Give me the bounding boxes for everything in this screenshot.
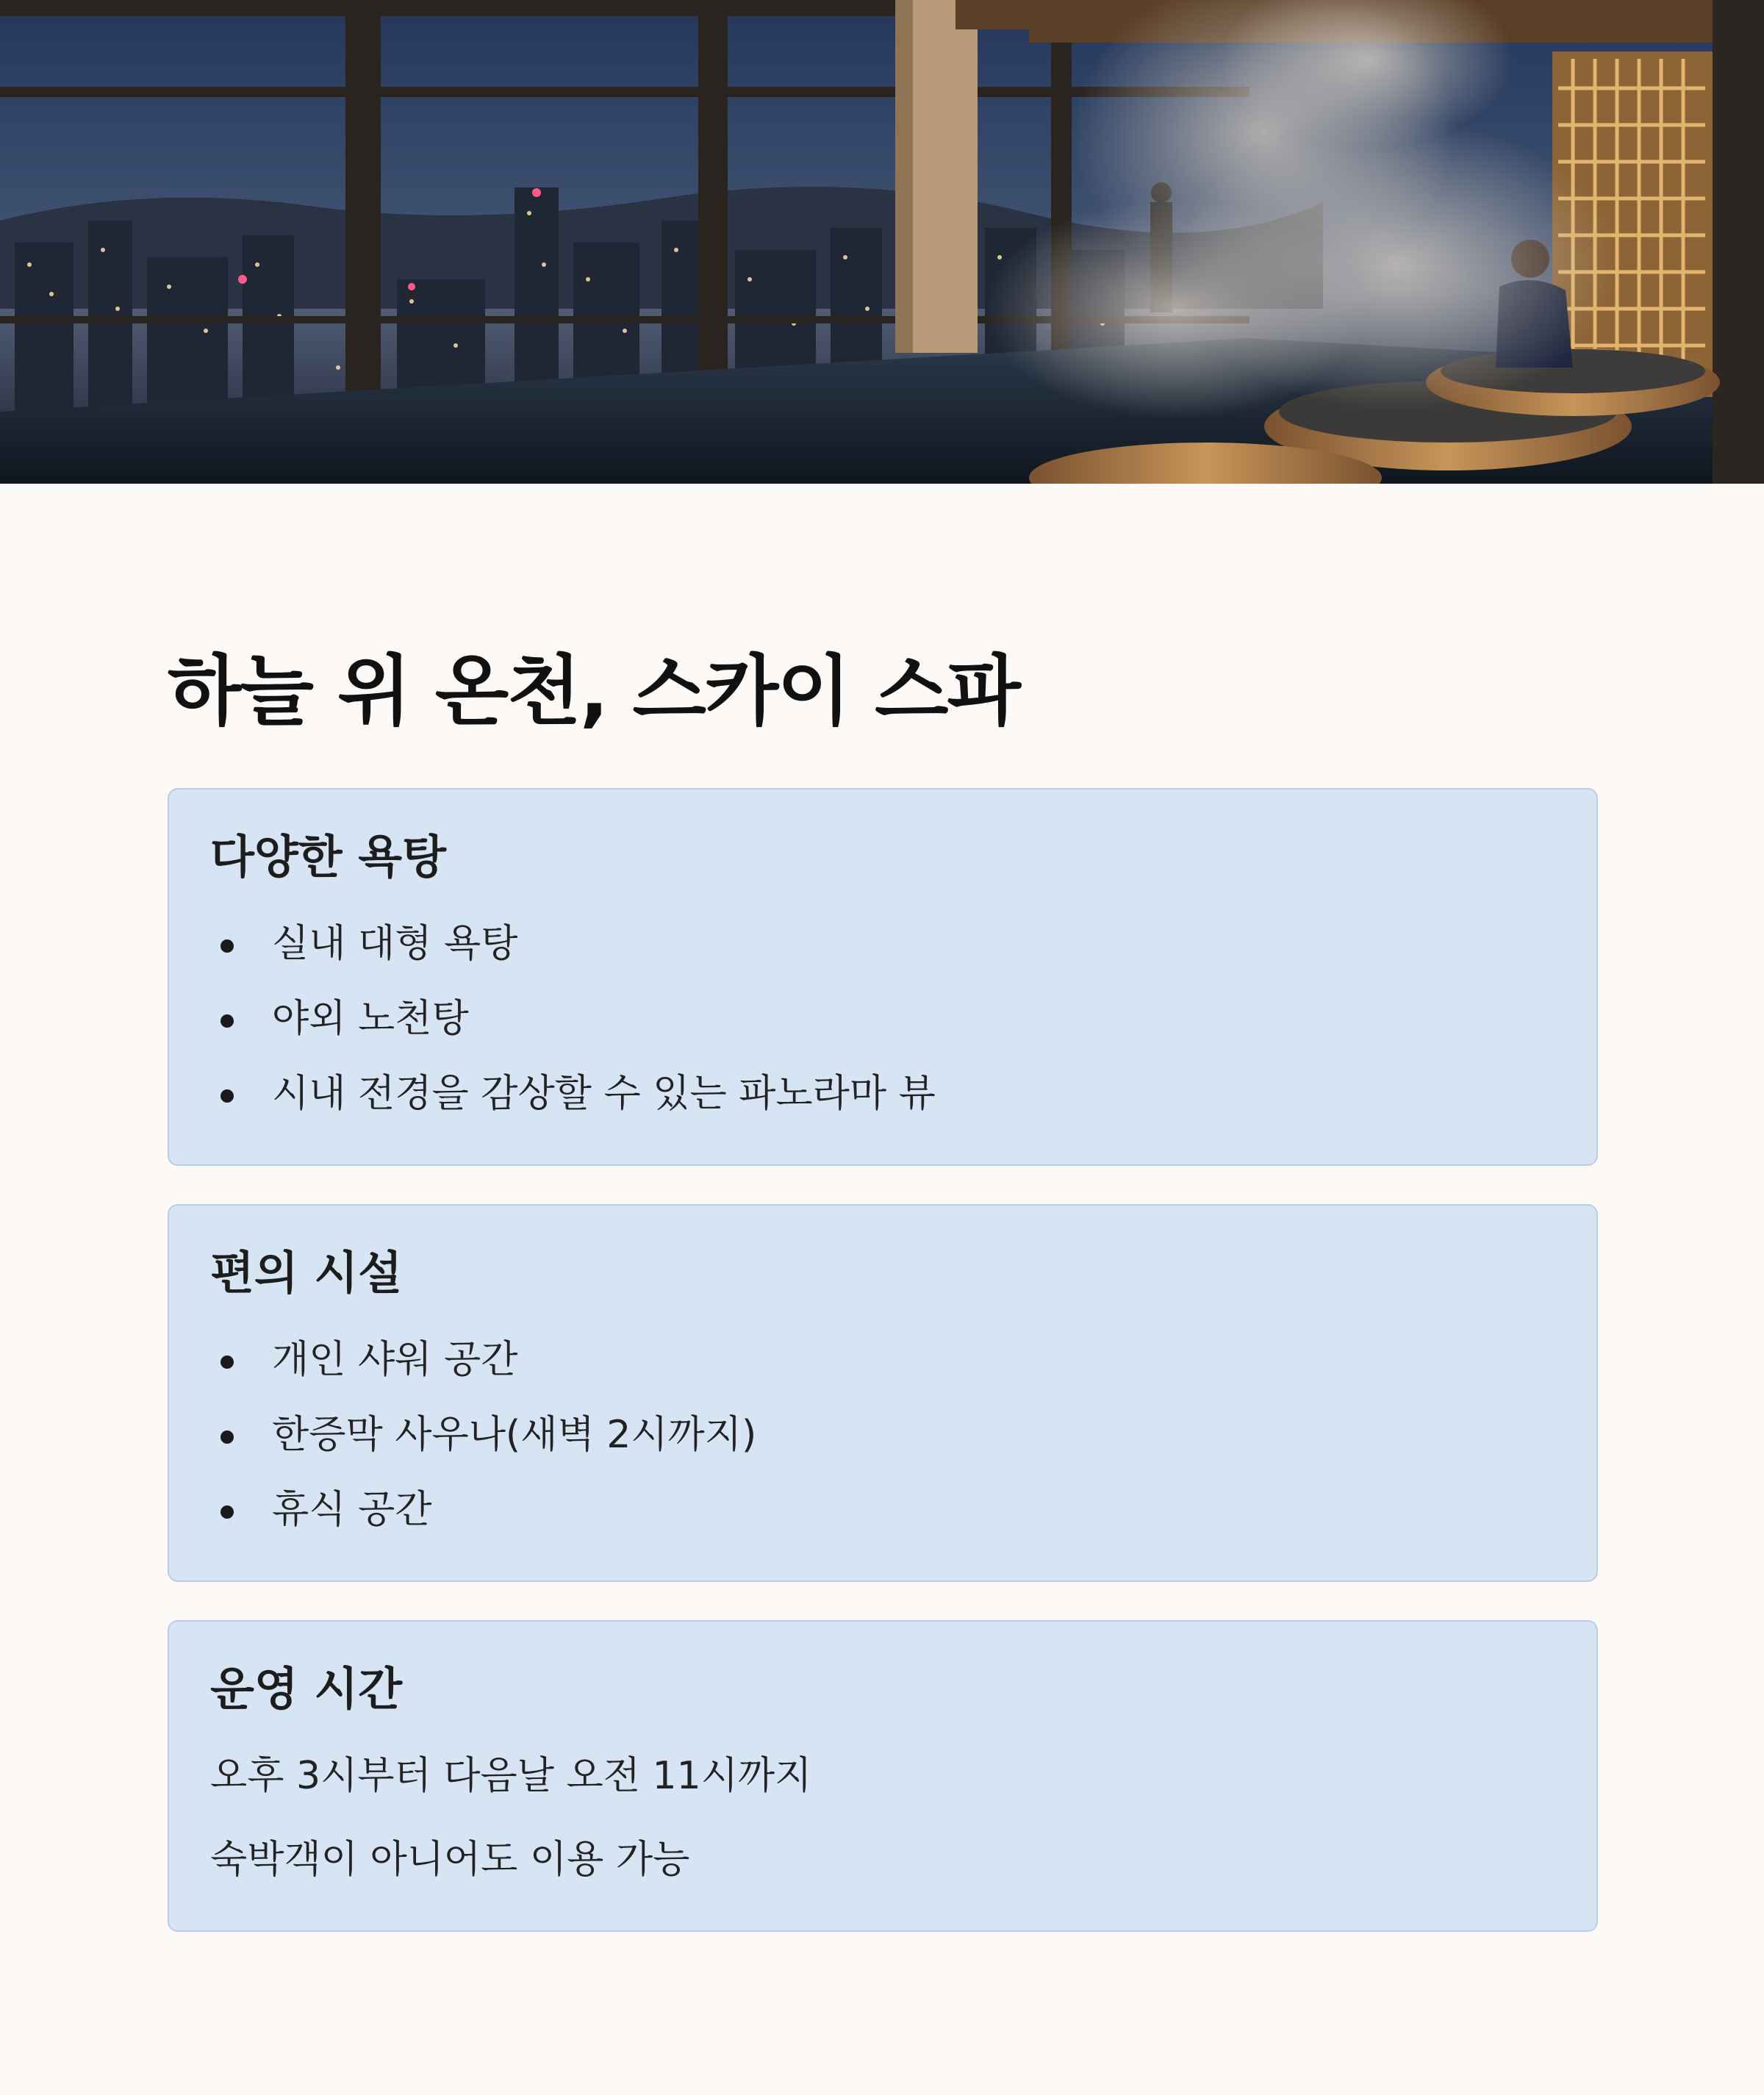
list-item-text: 실내 대형 욕탕 xyxy=(272,922,518,966)
section-heading: 운영 시간 xyxy=(210,1662,403,1716)
bullet-icon xyxy=(220,1430,234,1444)
list-item xyxy=(210,1064,936,1139)
bullet-icon xyxy=(220,1089,234,1103)
list-item-text: 야외 노천탕 xyxy=(272,997,469,1041)
rooftop-spa-night-city-image xyxy=(0,0,1764,484)
list-item xyxy=(210,1480,756,1555)
list-item xyxy=(210,989,936,1064)
list-item xyxy=(210,914,936,989)
list-item xyxy=(210,1331,756,1405)
section-facilities xyxy=(168,1204,1598,1582)
list-item-text: 한증막 사우나(새벽 2시까지) xyxy=(272,1413,757,1457)
bullet-icon xyxy=(220,1014,234,1028)
section-heading: 편의 시설 xyxy=(210,1246,403,1300)
section-heading: 다양한 욕탕 xyxy=(210,830,447,884)
list-item-text: 휴식 공간 xyxy=(272,1488,432,1532)
facility-list xyxy=(210,1331,756,1555)
section-hours xyxy=(168,1620,1598,1932)
list-item-text: 시내 전경을 감상할 수 있는 파노라마 뷰 xyxy=(272,1072,936,1116)
list-item xyxy=(210,1405,756,1480)
section-baths xyxy=(168,788,1598,1166)
bullet-icon xyxy=(220,939,234,953)
bullet-icon xyxy=(220,1356,234,1369)
list-item-text: 개인 샤워 공간 xyxy=(272,1338,518,1382)
hero-image xyxy=(0,0,1764,484)
hours-text: 오후 3시부터 다음날 오전 11시까지 xyxy=(210,1754,812,1798)
bath-list xyxy=(210,914,936,1139)
access-note: 숙박객이 아니어도 이용 가능 xyxy=(210,1838,690,1882)
page-title: 하늘 위 온천, 스카이 스파 xyxy=(168,646,1019,736)
bullet-icon xyxy=(220,1505,234,1519)
